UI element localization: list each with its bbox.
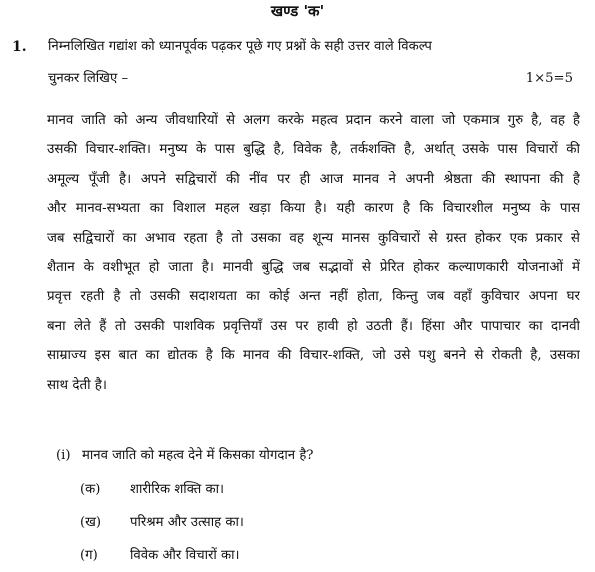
option-ka	[80, 481, 560, 499]
option-text: विवेक और विचारों का।	[130, 548, 240, 563]
option-text: शारीरिक शक्ति का।	[130, 482, 225, 497]
passage-line: शैतान के वशीभूत हो जाता है। मानवी बुद्धि जब सद्भावों से प्रेरित होकर कल्याणकारी योजनाओं में	[47, 260, 580, 276]
passage-line: प्रवृत्त रहती है तो उसकी सदाशयता का कोई अन्त नहीं होता, किन्तु जब वहाँ कुविचार अपना घर	[47, 289, 580, 305]
passage-line: मानव जाति को अन्य जीवधारियों से अलग करके महत्व प्रदान करने वाला जो एकमात्र गुरु है, वह है	[47, 113, 580, 128]
passage-line: जब सद्विचारों का अभाव रहता है तो उसका वह शून्य मानस कुविचारों से ग्रस्त होकर एक प्रकार से	[47, 230, 580, 246]
passage-line: उसकी विचार-शक्ति। मनुष्य के पास बुद्धि है, विवेक है, तर्कशक्ति है, अर्थात् उसके पास विचारों की	[47, 142, 580, 158]
section-title: खण्ड 'क'	[270, 2, 325, 20]
passage-line: और मानव-सभ्यता का विशाल महल खड़ा किया है। यही कारण है कि विचारशील मनुष्य के पास	[47, 201, 580, 217]
option-label: (क)	[80, 482, 101, 497]
option-label: (ग)	[80, 548, 98, 563]
option-text: परिश्रम और उत्साह का।	[130, 515, 244, 530]
option-kha	[80, 514, 560, 532]
passage-line: बना लेते हैं तो उसकी पाशविक प्रवृत्तियाँ उस पर हावी हो उठती हैं। हिंसा और पापाचार का दानवी	[47, 318, 580, 334]
passage-line: साथ देती है।	[47, 377, 107, 393]
passage	[47, 106, 580, 400]
option-label: (ख)	[80, 515, 102, 530]
question-number: 1.	[12, 39, 27, 55]
question-instruction-line-2: चुनकर लिखिए –	[48, 71, 129, 86]
subquestion-text: मानव जाति को महत्व देने में किसका योगदान है?	[82, 448, 314, 463]
marks-allocation: 1×5=5	[525, 71, 573, 86]
question-instruction-line-1: निम्नलिखित गद्यांश को ध्यानपूर्वक पढ़कर पूछे गए प्रश्नों के सही उत्तर वाले विकल्प	[48, 39, 432, 54]
passage-line: साम्राज्य इस बात का द्योतक है कि मानव की विचार-शक्ति, जो उसे पशु बनने से रोकती है, उसका	[47, 348, 580, 364]
passage-line: अमूल्य पूँजी है। अपने सद्विचारों की नींव पर ही आज मानव ने अपनी श्रेष्ठता की स्थापना की है	[47, 171, 580, 187]
option-ga	[80, 547, 560, 565]
subquestion	[56, 447, 576, 465]
subquestion-number: (i)	[56, 448, 71, 463]
